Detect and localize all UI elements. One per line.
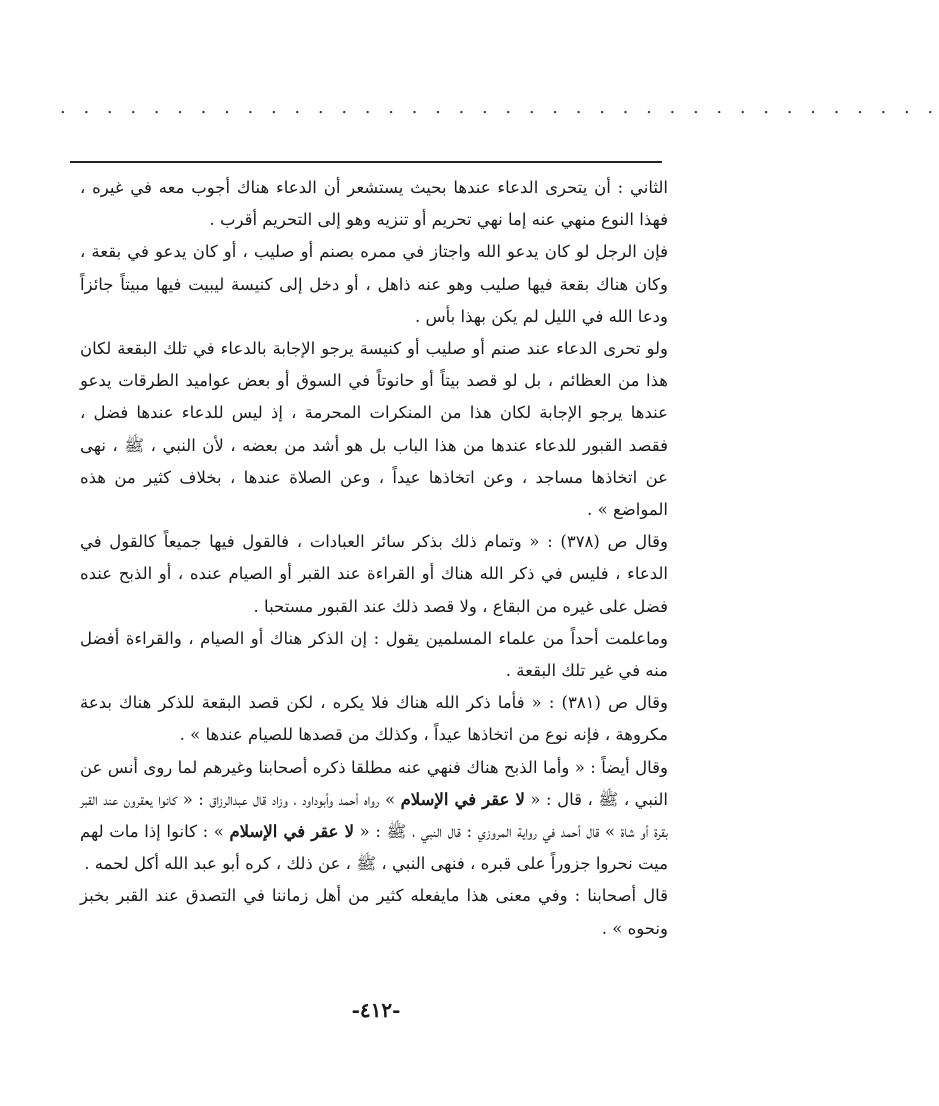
paragraph-2-text: فإن الرجل لو كان يدعو الله واجتاز في ممره بصنم أو صليب ، أو كان يدعو في بقعة ، وكان هناك بقعة فيها صليب وهو عنه ذاهل ، أو دخل إلى كنيسة ليبيت فيها مبيتاً جائزاً ودعا الله في الليل لم يكن بهذا بأس . [80, 242, 668, 326]
header-rule [70, 161, 662, 163]
page-body [80, 172, 668, 962]
paragraph-1 [80, 172, 668, 236]
paragraph-7-text-b: » رواه أحمد وأبوداود ، وزاد قال عبدالرزاق : « كانوا يعقرون عند القبر بقرة أو شاة » قال أحمد في رواية المروزي : قال النبي ، ﷺ : « [80, 789, 668, 842]
paragraph-8-text: قال أصحابنا : وفي معنى هذا مايفعله كثير من أهل زماننا في التصدق عند القبر بخبز ونحوه » . [80, 886, 668, 938]
paragraph-3-text: ولو تحرى الدعاء عند صنم أو صليب أو كنيسة يرجو الإجابة بالدعاء في تلك البقعة لكان هذا من العظائم ، بل لو قصد بيتاً أو حانوتاً في السوق أو بعض عواميد الطرقات يدعو عندها يرجو الإجابة لكان هذا من المنكرات المحرمة ، إذ ليس للدعاء عندها فضل ، فقصد القبور للدعاء عندها من هذا الباب بل هو أشد من بعضه ، لأن النبي ، ﷺ ، نهى عن اتخاذها مساجد ، وعن اتخاذها عيداً ، وعن الصلاة عندها ، بخلاف كثير من هذه المواضع » . [80, 339, 668, 520]
paragraph-3 [80, 333, 668, 526]
paragraph-4-text: وقال ص (٣٧٨) : « وتمام ذلك بذكر سائر العبادات ، فالقول فيها جميعاً كالقول في الدعاء ، فليس في ذكر الله هناك أو القراءة عند القبر أو الصيام عنده ، أو الذبح عنده فضل على غيره من البقاع ، ولا قصد ذلك عند القبور مستحبا . [80, 532, 668, 616]
paragraph-8 [80, 880, 668, 944]
page-number: -٤١٢- [351, 998, 401, 1022]
paragraph-5-text: وماعلمت أحداً من علماء المسلمين يقول : إن الذكر هناك أو الصيام ، والقراءة أفضل منه في غير تلك البقعة . [80, 628, 668, 681]
paragraph-6 [80, 687, 668, 751]
paragraph-5 [80, 623, 668, 687]
hadith-quote-2: لا عقر في الإسلام [229, 822, 355, 842]
paragraph-2 [80, 236, 668, 333]
paragraph-4 [80, 526, 668, 623]
paragraph-7-text-a: وقال أيضاً : « وأما الذبح هناك فنهي عنه مطلقا ذكره أصحابنا وغيرهم لما روى أنس عن النبي ، ﷺ ، قال : « [80, 757, 668, 809]
hadith-quote-1: لا عقر في الإسلام [400, 789, 525, 809]
paragraph-7 [80, 752, 668, 881]
paragraph-6-text: وقال ص (٣٨١) : « فأما ذكر الله هناك فلا يكره ، لكن قصد البقعة للذكر هناك بدعة مكروهة ، فإنه نوع من اتخاذها عيداً ، وكذلك من قصدها للصيام عندها » . [80, 693, 668, 745]
paragraph-7-text-c: » : كانوا إذا مات لهم ميت نحروا جزوراً على قبره ، فنهى النبي ، ﷺ ، عن ذلك ، كره أبو عبد الله أكل لحمه . [80, 822, 668, 874]
paragraph-1-text: الثاني : أن يتحرى الدعاء عندها بحيث يستشعر أن الدعاء هناك أجوب معه في غيره ، فهذا النوع منهي عنه إما نهي تحريم أو تنزيه وهو إلى التحريم أقرب . [80, 178, 668, 230]
header-dotted-line: . . . . . . . . . . . . . . . . . . . . . . . . . . . . . . . . . . . . . . [60, 97, 939, 118]
